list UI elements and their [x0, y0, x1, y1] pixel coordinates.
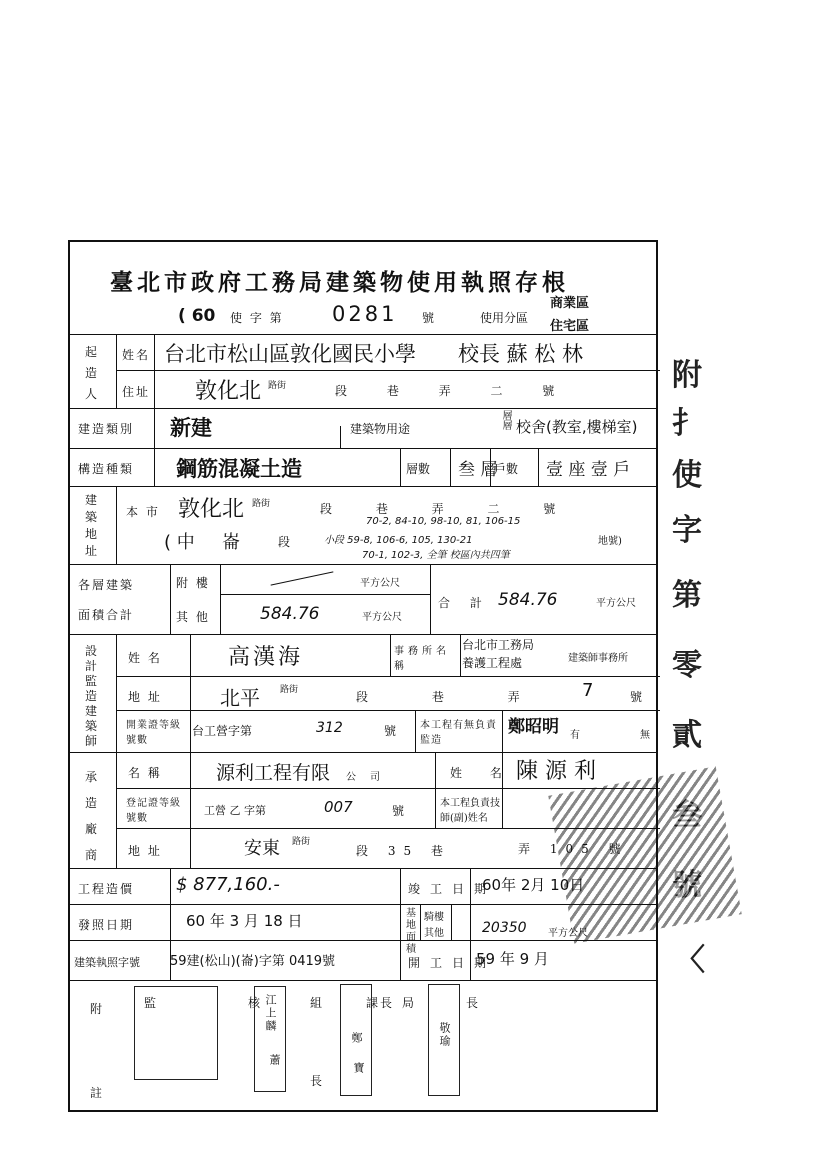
designer-road-suffix: 路街	[280, 685, 299, 695]
designer-addr-rest: 段 巷 弄	[356, 690, 550, 704]
side-char-3: 使	[672, 458, 702, 493]
side-char-10: 〈	[675, 943, 705, 978]
contractor-road-suffix: 路街	[292, 837, 311, 847]
completion-label: 竣工日期	[408, 882, 497, 896]
issue-date: 60 年 3 月 18 日	[186, 912, 303, 930]
units-label: 戶數	[494, 462, 519, 476]
contractor-name-suffix: 公司	[346, 772, 394, 783]
area-label-1: 各層建築	[78, 578, 135, 592]
start-value: 59 年 9 月	[476, 950, 549, 968]
permit-number-suffix: 號	[422, 311, 437, 325]
supervisor-value: 鄭昭明	[508, 717, 559, 737]
contractor-addr-road: 安東	[244, 838, 280, 859]
annex-dash	[271, 571, 334, 585]
supervisor-label: 本工程有無負責監造	[420, 720, 497, 746]
structure-value: 鋼筋混凝土造	[176, 457, 302, 481]
reg-suffix: 號	[392, 804, 407, 818]
completion-value: 60年 2月 10日	[482, 876, 585, 894]
license-suffix: 號	[384, 724, 399, 738]
contractor-group-label: 承造廠商	[84, 770, 97, 862]
zone-commercial: 商業區	[550, 296, 590, 311]
annex-label: 附 樓	[176, 576, 210, 590]
site-section: 段	[278, 535, 293, 549]
other-area-label: 其他	[424, 928, 444, 939]
approval-char-4: 組	[310, 996, 325, 1010]
site-rest: 段 巷 弄 二 號	[320, 502, 576, 516]
supervisor-suffix-1: 有	[570, 730, 582, 741]
contractor-addr-lane: 段 35 巷	[356, 844, 451, 858]
office-line-2: 養護工程處	[462, 656, 523, 670]
total-unit: 平方公尺	[596, 598, 636, 609]
engineer-label: 本工程負責技師(副)姓名	[440, 798, 500, 824]
zone-residential: 住宅區	[550, 319, 590, 334]
reg-label: 登記證等級號數	[126, 798, 181, 824]
type-value: 新建	[170, 416, 212, 440]
contractor-addr-no: 弄 105 號	[518, 842, 629, 856]
side-char-5: 第	[672, 578, 702, 613]
floors-value: 叁 層	[458, 460, 498, 480]
type-label: 建造類別	[78, 422, 135, 436]
site-lots-1: 70-2, 84-10, 98-10, 81, 106-15	[366, 516, 521, 527]
applicant-addr-road: 敦化北	[195, 379, 262, 404]
supervisor-suffix-2: 無	[640, 730, 652, 741]
zone-label: 使用分區	[480, 311, 529, 325]
contractor-person-label: 姓 名	[450, 766, 514, 780]
site-district: 崙	[222, 532, 240, 553]
site-city: 本 市	[126, 505, 160, 519]
structure-label: 構造種類	[78, 462, 135, 476]
start-label: 開工日期	[408, 956, 497, 970]
designer-addr-label: 地 址	[128, 690, 162, 704]
side-char-4: 字	[672, 513, 702, 548]
license-no: 312	[316, 720, 343, 736]
permit-year: ( 60	[178, 306, 216, 326]
permit-number: 0281	[332, 302, 398, 326]
seal-4-text: 蕭	[268, 1054, 281, 1067]
approval-char-5: 長	[310, 1074, 325, 1088]
designer-addr-no: 7	[582, 680, 594, 701]
designer-name-label: 姓 名	[128, 651, 162, 665]
form-title: 臺北市政府工務局建築物使用執照存根	[110, 269, 569, 296]
reg-no: 007	[324, 798, 353, 816]
applicant-addr-rest: 段 巷 弄 二 號	[335, 384, 573, 398]
permit-form	[68, 240, 658, 1112]
seal-5-text: 寶	[352, 1062, 365, 1075]
designer-addr-no-suffix: 號	[630, 690, 645, 704]
use-prefix: 層層	[500, 410, 511, 430]
applicant-road-suffix: 路街	[268, 381, 287, 391]
site-group-label: 建築地址	[84, 493, 97, 558]
reg-value: 工營 乙 字第	[204, 804, 266, 817]
applicant-addr-label: 住址	[122, 385, 151, 399]
designer-group-label: 設計監造建築師	[84, 644, 97, 748]
site-lots-2: 小段 59-8, 106-6, 105, 130-21	[324, 535, 473, 546]
other-value: 584.76	[260, 604, 320, 624]
use-value: 校舍(教室,樓梯室)	[516, 418, 638, 436]
office-label: 事務所名稱	[394, 646, 450, 672]
site-paren: ( 中	[164, 532, 195, 553]
seal-1-text: 江上麟	[264, 994, 277, 1033]
permit-label: 建築執照字號	[74, 956, 140, 969]
side-char-7: 貳	[672, 718, 702, 753]
site-road-suffix: 路街	[252, 499, 271, 509]
use-label: 建築物用途	[350, 422, 411, 436]
arcade-label: 騎樓	[424, 912, 444, 923]
seal-2-text: 鄭	[350, 1032, 363, 1045]
site-road: 敦化北	[178, 497, 245, 522]
base-label: 基地面積	[406, 908, 416, 955]
side-char-6: 零	[672, 648, 702, 683]
approval-char-6: 局	[402, 996, 417, 1010]
license-label: 開業證等級號數	[126, 720, 181, 746]
notes-label-bottom: 註	[90, 1086, 105, 1100]
other-unit: 平方公尺	[362, 612, 402, 623]
annex-unit: 平方公尺	[360, 578, 400, 589]
applicant-name: 台北市松山區敦化國民小學	[164, 342, 416, 366]
notes-label-top: 附	[90, 1002, 105, 1016]
contractor-addr-label: 地 址	[128, 844, 162, 858]
floors-label: 層數	[406, 462, 431, 476]
permit-value: 59建(松山)(崙)字第 0419號	[170, 954, 336, 969]
seal-3-text: 敬瑜	[438, 1022, 451, 1048]
license-value: 台工營字第	[192, 724, 253, 738]
permit-prefix: 使 字 第	[230, 311, 284, 325]
site-lots-suffix: 地號)	[598, 536, 622, 547]
cost-value: $ 877,160.-	[176, 874, 280, 895]
approval-char-2: 核	[248, 996, 263, 1010]
approval-char-1: 監	[144, 996, 159, 1010]
area-label-2: 面積合計	[78, 608, 135, 622]
contractor-person: 陳 源 利	[516, 759, 596, 784]
total-label: 合 計	[438, 596, 490, 610]
total-value: 584.76	[498, 590, 558, 610]
approval-char-3: 課長	[366, 996, 395, 1010]
approval-char-7: 長	[466, 996, 481, 1010]
contractor-name: 源利工程有限	[216, 762, 331, 784]
designer-addr-road: 北平	[220, 686, 260, 710]
side-char-2: 扌	[672, 406, 702, 441]
applicant-group-label: 起造人	[84, 345, 97, 401]
side-char-1: 附	[672, 358, 702, 393]
contractor-name-label: 名 稱	[128, 766, 162, 780]
units-value: 壹 座 壹 戶	[546, 460, 631, 480]
office-suffix: 建築師事務所	[568, 653, 628, 664]
office-line-1: 台北市工務局	[462, 638, 535, 652]
applicant-principal: 校長 蘇 松 林	[458, 342, 584, 366]
designer-name: 高漢海	[228, 645, 304, 670]
other-area-value: 20350	[482, 920, 527, 936]
applicant-name-label: 姓名	[122, 348, 151, 362]
issue-label: 發照日期	[78, 918, 135, 932]
cost-label: 工程造價	[78, 882, 135, 896]
other-label: 其 他	[176, 610, 210, 624]
other-area-unit: 平方公尺	[548, 928, 588, 939]
site-lots-3: 70-1, 102-3, 全筆 校區內共四筆	[362, 550, 510, 561]
